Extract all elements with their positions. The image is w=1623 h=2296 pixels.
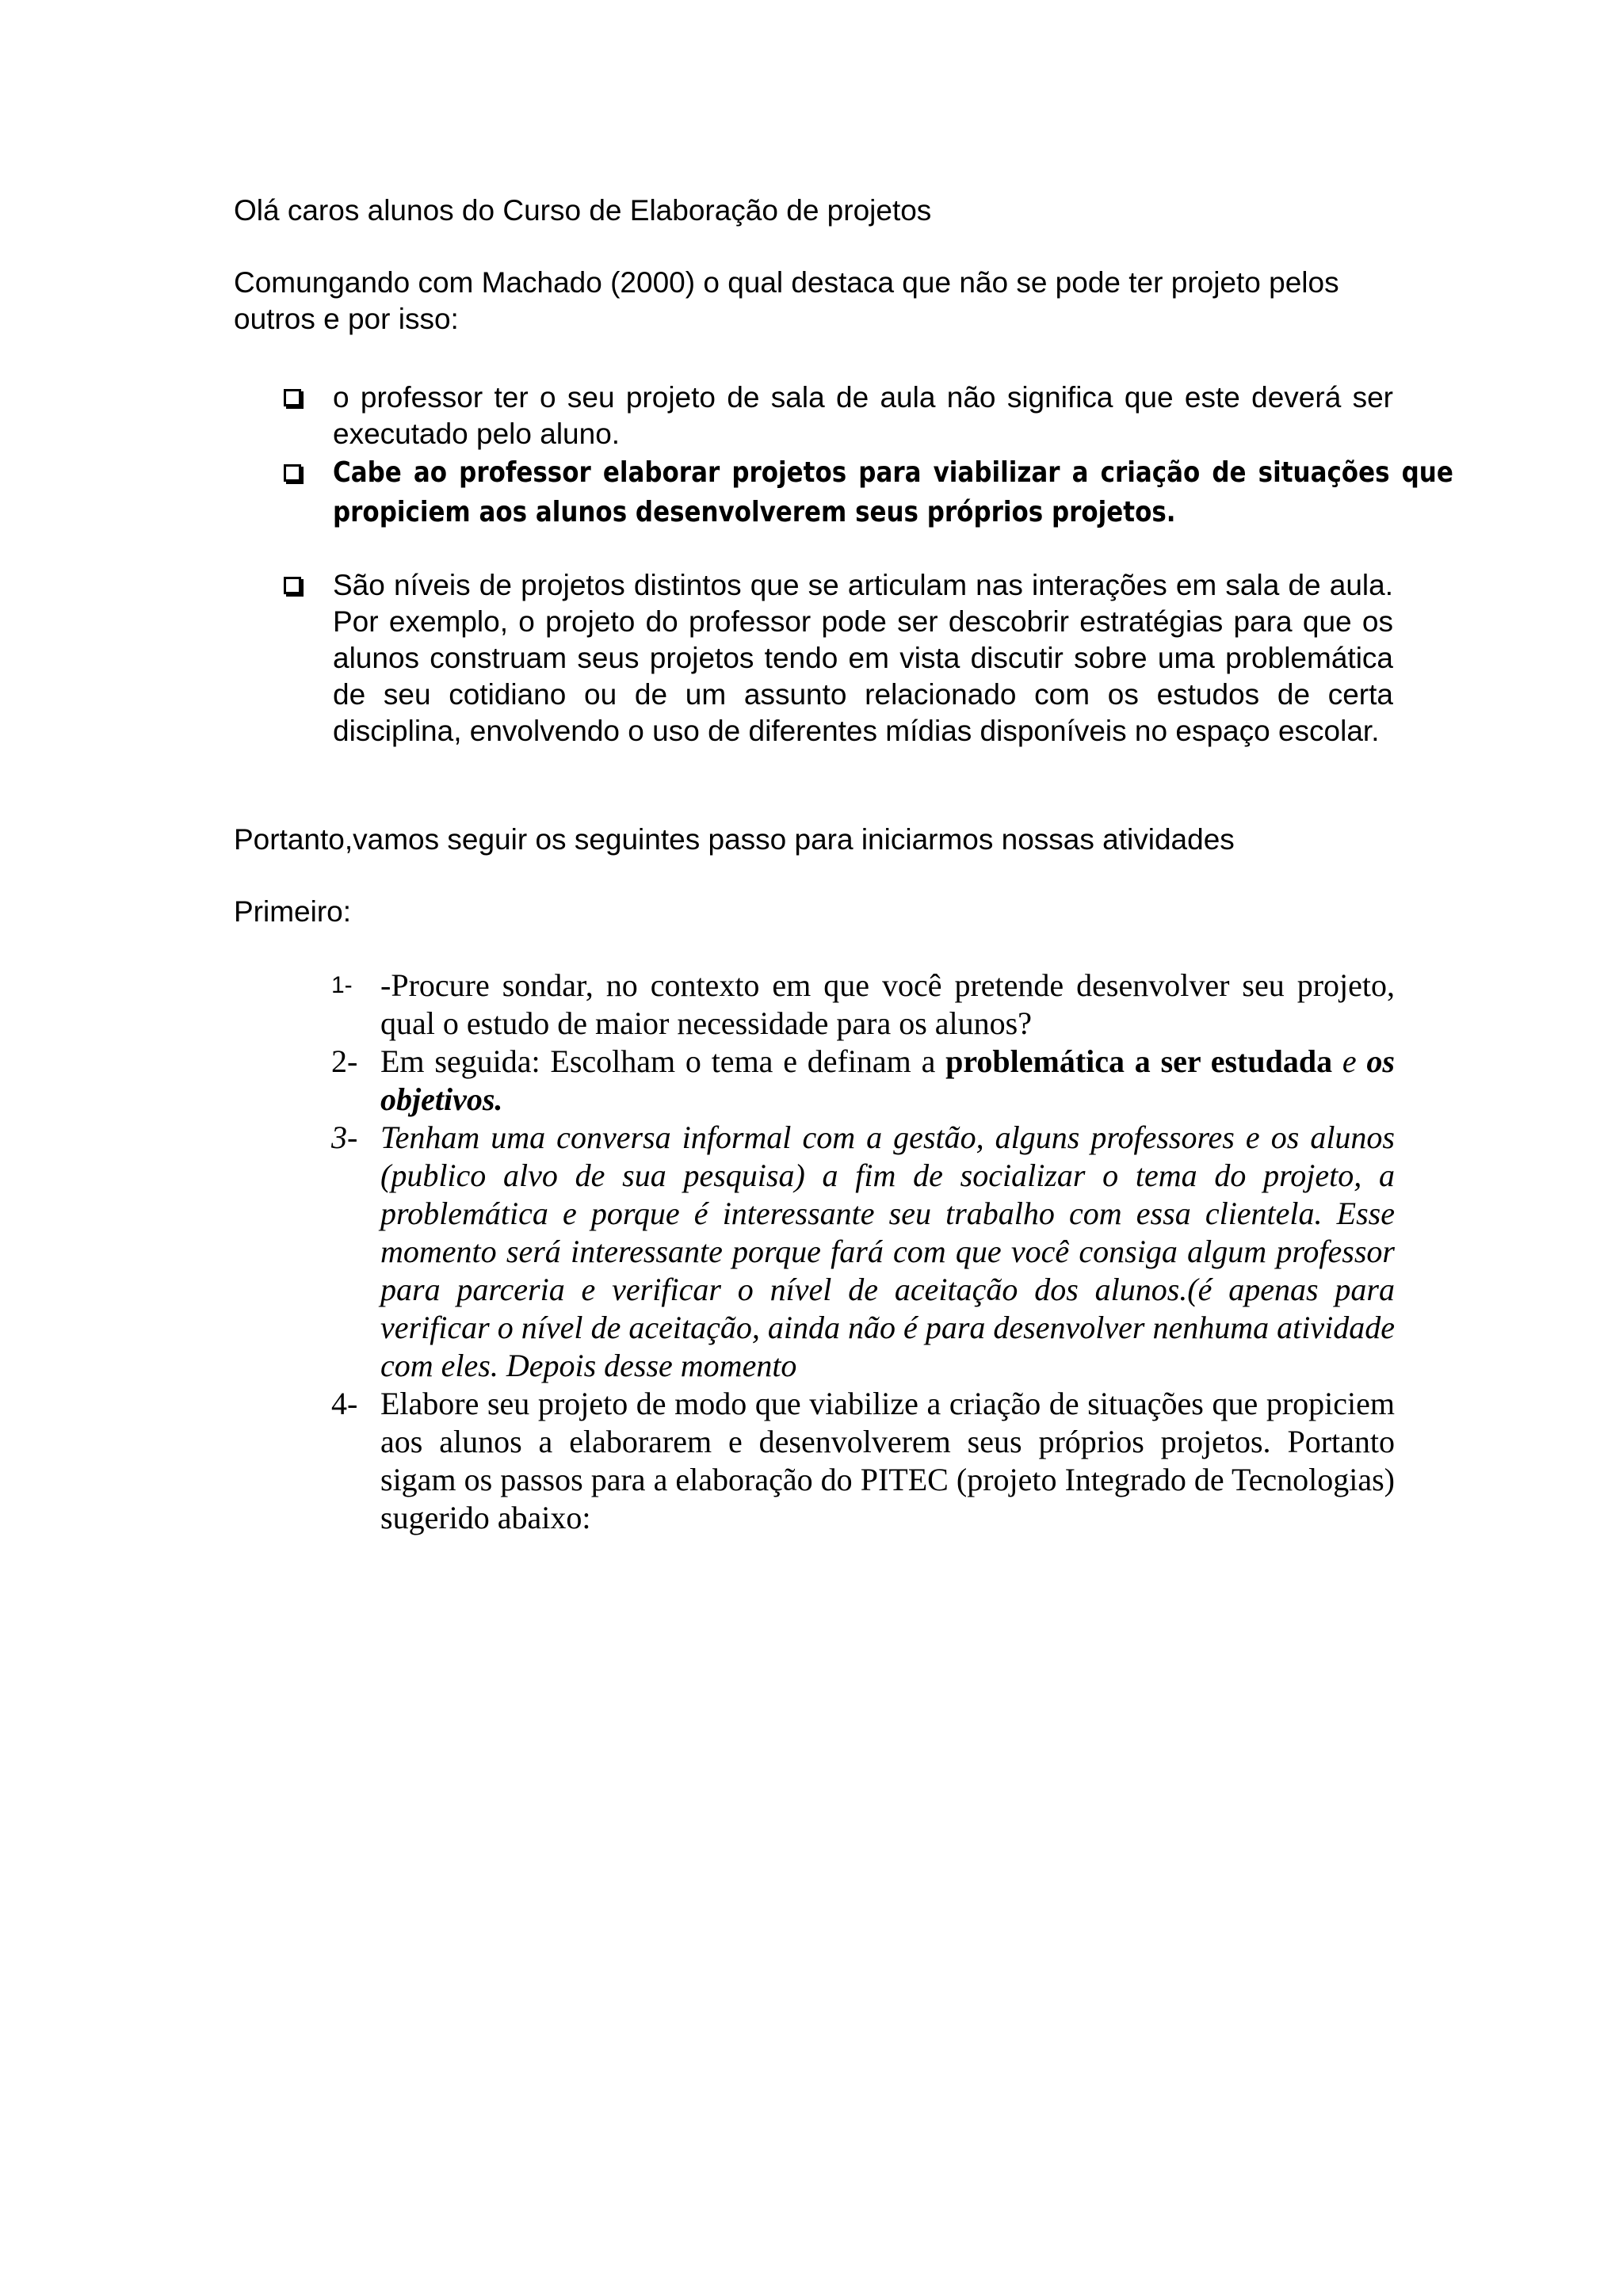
primeiro-heading: Primeiro: <box>234 895 352 928</box>
step-text: Tenham uma conversa informal com a gestão, alguns professores e os alunos (publico alvo de sua pesquisa) a fim de socializar o tema do projeto, a problemática e porque é interessante seu trabalho com essa clientela. Esse momento será interessante porque fará com que você consiga algum professor para parceria e verificar o nível de aceitação dos alunos.(é apenas para verificar o nível de aceitação, ainda não é para desenvolver nenhuma atividade com eles. Depois desse momento <box>380 1119 1395 1383</box>
step-number: 4- <box>331 1386 358 1421</box>
step-item <box>331 1119 1395 1385</box>
bullet-text-wrap <box>333 453 1453 532</box>
step-item <box>331 967 1395 1043</box>
step-text-part: Em seguida: Escolham o tema e definam a <box>380 1043 946 1079</box>
step-number: 1- <box>331 972 353 998</box>
steps-list <box>331 967 1395 1537</box>
checkbox-bullet-icon <box>284 389 301 406</box>
step-text: Elabore seu projeto de modo que viabilize a criação de situações que propiciem aos alunos a elaborarem e desenvolverem seus próprios projetos. Portanto sigam os passos para a elaboração do PITEC (projeto Integrado de Tecnologias) sugerido abaixo: <box>380 1386 1395 1535</box>
bullet-text: São níveis de projetos distintos que se articulam nas interações em sala de aula. Por exemplo, o projeto do professor pode ser descobrir estratégias para que os alunos construam seus projetos tendo em vista discutir sobre uma problemática de seu cotidiano ou de um assunto relacionado com os estudos de certa disciplina, envolvendo o uso de diferentes mídias disponíveis no espaço escolar. <box>333 569 1393 747</box>
step-item <box>331 1043 1395 1119</box>
step-number: 2- <box>331 1043 358 1079</box>
step-text: -Procure sondar, no contexto em que você pretende desenvolver seu projeto, qual o estudo de maior necessidade para os alunos? <box>380 967 1395 1041</box>
bullet-text-bold: Cabe ao professor elaborar projetos para viabilizar a criação de situações que propiciem aos alunos desenvolverem seus próprios projetos. <box>333 456 1453 528</box>
step-text-italic: e <box>1332 1043 1367 1079</box>
checkbox-bullet-icon <box>284 577 301 594</box>
checkbox-bullet-icon <box>284 464 301 482</box>
step-text <box>380 1043 1395 1119</box>
bullet-text: o professor ter o seu projeto de sala de aula não significa que este deverá ser executado pelo aluno. <box>333 381 1393 450</box>
step-text-bold: problemática a ser estudada <box>945 1043 1333 1079</box>
greeting-line: Olá caros alunos do Curso de Elaboração de projetos <box>234 194 932 227</box>
step-text-bold-italic: os objetivos. <box>380 1043 1395 1117</box>
portanto-line: Portanto,vamos seguir os seguintes passo para iniciarmos nossas atividades <box>234 823 1235 856</box>
step-item <box>331 1385 1395 1537</box>
step-number: 3- <box>331 1119 358 1155</box>
intro-paragraph: Comungando com Machado (2000) o qual destaca que não se pode ter projeto pelos outros e por isso: <box>234 266 1339 335</box>
